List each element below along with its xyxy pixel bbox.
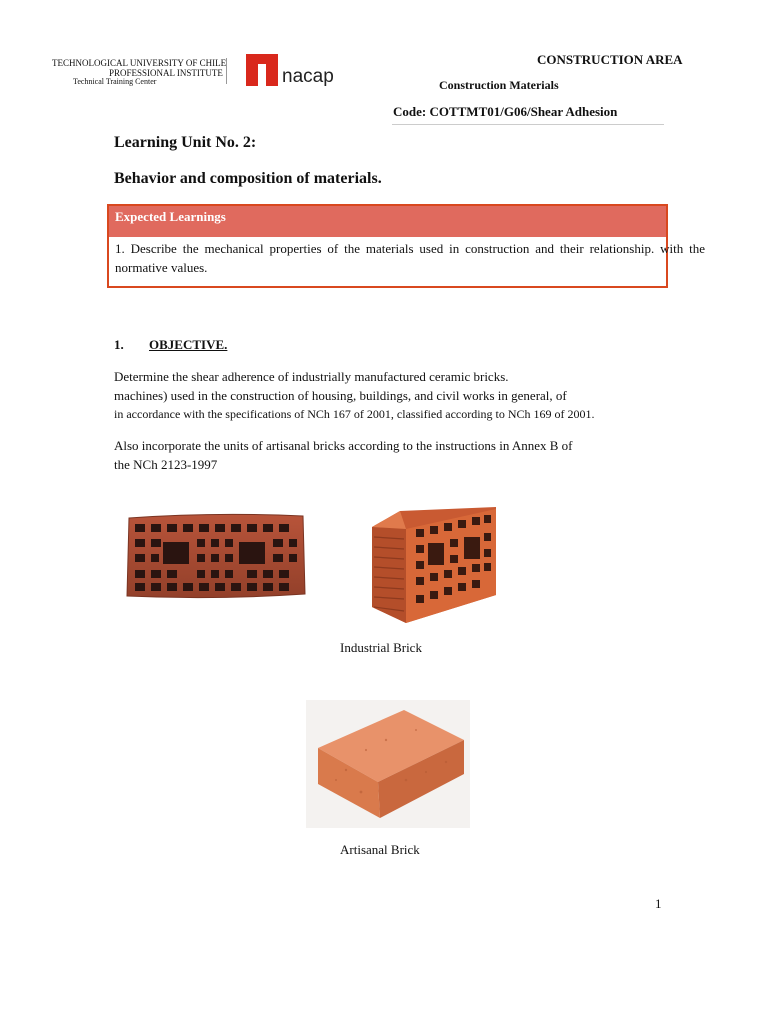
institution-type: PROFESSIONAL INSTITUTE xyxy=(109,68,223,78)
objective-number: 1. xyxy=(114,337,124,352)
header-rule xyxy=(392,124,664,125)
construction-area: CONSTRUCTION AREA xyxy=(537,52,683,67)
page-number: 1 xyxy=(655,896,662,911)
institution-center: Technical Training Center xyxy=(73,77,157,86)
expected-learnings-heading: Expected Learnings xyxy=(109,206,666,237)
header-divider xyxy=(226,58,227,84)
paragraph-line: Determine the shear adherence of industrially manufactured ceramic bricks. xyxy=(114,369,509,384)
document-code: Code: COTTMT01/G06/Shear Adhesion xyxy=(393,104,618,119)
institution-name: TECHNOLOGICAL UNIVERSITY OF CHILE xyxy=(52,58,227,68)
expected-learnings-text: 1. Describe the mechanical properties of the materials used in construction and their relationship. with the normative values. xyxy=(115,241,705,275)
logo-text: nacap xyxy=(282,66,334,87)
objective-paragraph-2 xyxy=(114,436,573,474)
industrial-brick-front-image xyxy=(125,512,307,600)
industrial-brick-caption: Industrial Brick xyxy=(340,640,422,655)
paragraph-line: the NCh 2123-1997 xyxy=(114,457,218,472)
objective-heading xyxy=(114,337,228,353)
nacap-logo-icon xyxy=(246,54,278,86)
artisanal-brick-image xyxy=(306,700,470,828)
subject-title: Construction Materials xyxy=(439,78,559,92)
unit-number: Learning Unit No. 2: xyxy=(114,134,257,151)
paragraph-line: Also incorporate the units of artisanal bricks according to the instructions in Annex B of xyxy=(114,438,573,453)
expected-learnings-box xyxy=(107,204,705,288)
paragraph-line: in accordance with the specifications of NCh 167 of 2001, classified according to NCh 169 of 2001. xyxy=(114,407,595,421)
paragraph-line: machines) used in the construction of housing, buildings, and civil works in general, of xyxy=(114,388,567,403)
unit-title: Behavior and composition of materials. xyxy=(114,170,382,187)
artisanal-brick-caption: Artisanal Brick xyxy=(340,842,420,857)
objective-paragraph-1 xyxy=(114,367,595,424)
industrial-brick-perspective-image xyxy=(366,503,500,627)
objective-title: OBJECTIVE. xyxy=(149,337,228,352)
